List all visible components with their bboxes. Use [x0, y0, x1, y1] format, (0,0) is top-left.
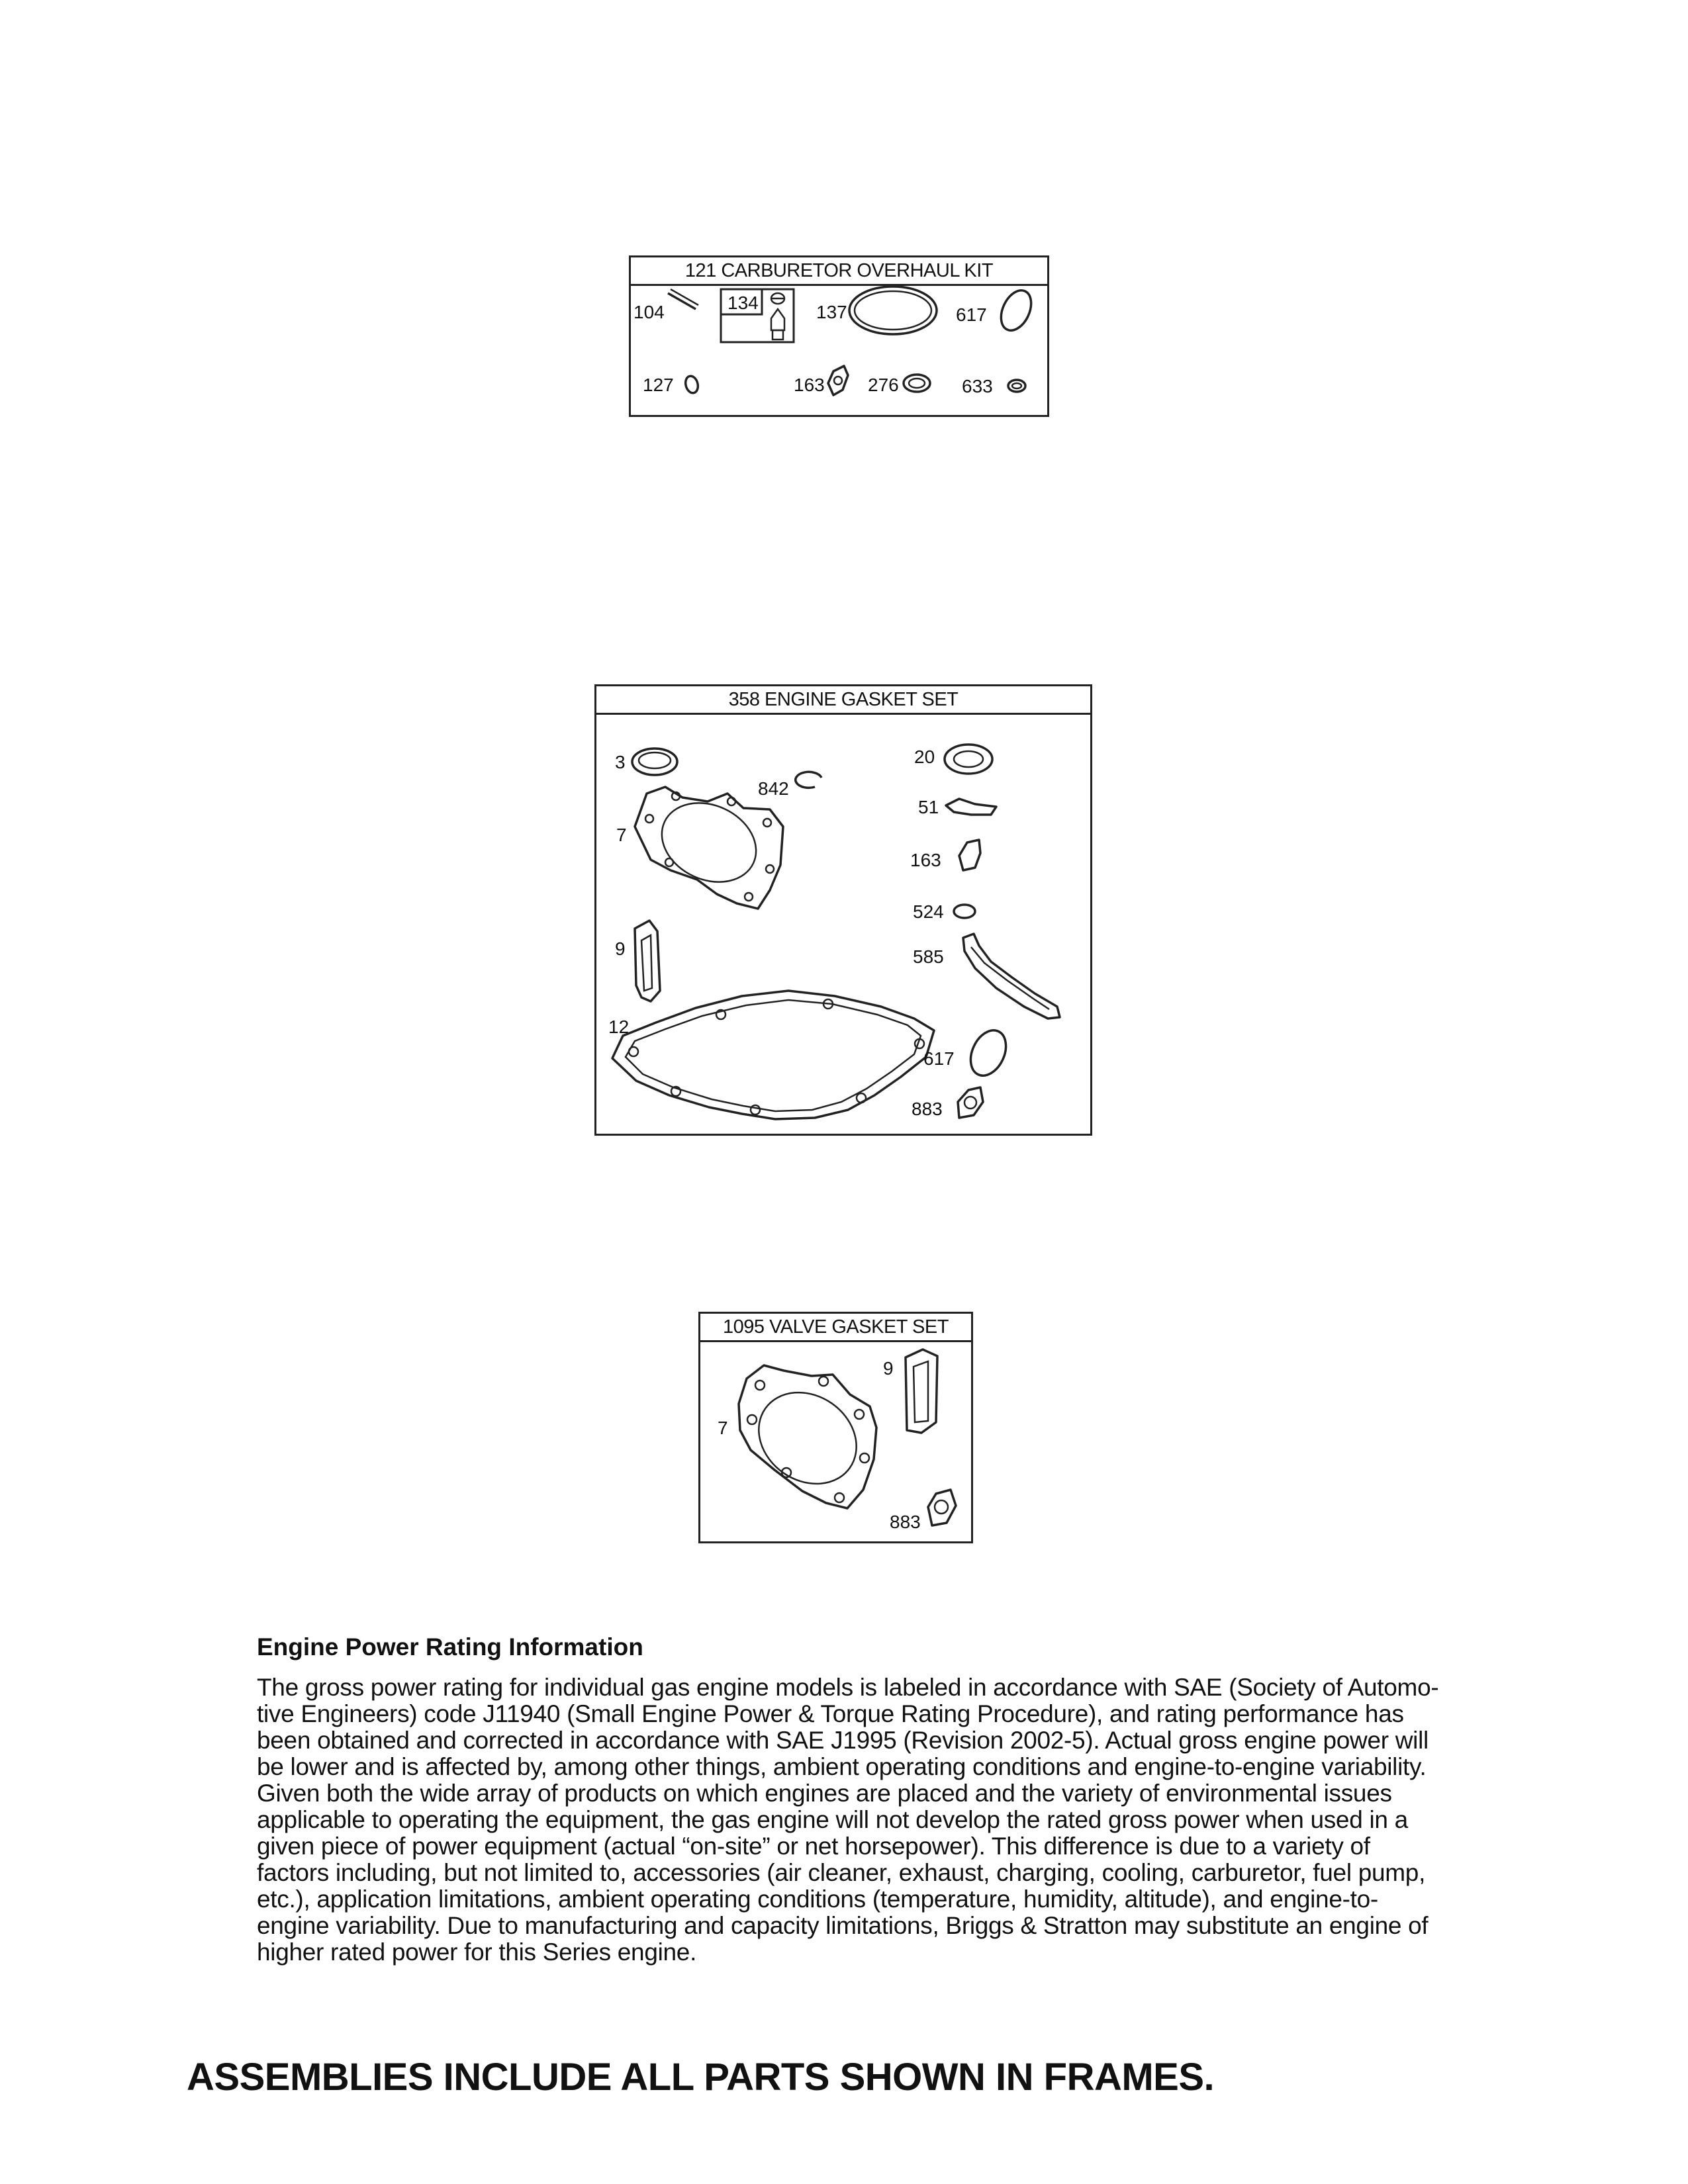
part-label: 9: [883, 1358, 894, 1379]
part-label: 20: [914, 747, 935, 767]
oil-seal-part: [632, 749, 677, 775]
part-label: 633: [962, 376, 993, 396]
carb-gasket-part: [828, 366, 848, 395]
part-label: 134: [727, 293, 759, 313]
part-label: 585: [913, 946, 944, 967]
part-label: 137: [816, 302, 847, 322]
engine-gasket-diagram: [596, 713, 1090, 1134]
part-label: 842: [758, 778, 789, 799]
seal-part: [945, 745, 992, 774]
gasket-part: [946, 799, 996, 815]
part-label: 9: [615, 938, 626, 959]
breather-gasket-part: [963, 934, 1060, 1019]
part-label: 104: [633, 302, 665, 322]
cylinder-head-gasket-part: [635, 787, 783, 909]
power-rating-section: [257, 1633, 1442, 1966]
part-label: 883: [912, 1099, 943, 1119]
float-bowl-gasket-part: [849, 287, 937, 334]
part-label: 163: [794, 375, 825, 395]
exhaust-gasket-part: [928, 1490, 956, 1525]
part-label: 276: [868, 375, 899, 395]
part-label: 3: [615, 752, 626, 772]
o-ring-part: [964, 1024, 1013, 1081]
valve-cover-gasket-part: [906, 1349, 937, 1433]
exhaust-gasket-part: [958, 1087, 983, 1118]
part-label: 163: [910, 850, 941, 870]
kit-title: 1095 VALVE GASKET SET: [700, 1314, 971, 1342]
section-body: The gross power rating for individual gas engine models is labeled in accordance with SAE (Society of Automo-tive Engineers) code J11940 (Small Engine Power & Torque Rating Procedure), and rating performance has been obtained and corrected in accordance with SAE J1995 (Revision 2002-5). Actual gross engine power will be lower and is affected by, among other things, ambient operating conditions and engine-to-engine variability. Given both the wide array of products on which engines are placed and the variety of environmental issues applicable to operating the equipment, the gas engine will not develop the rated gross power when used in a given piece of power equipment (actual “on-site” or net horsepower). This difference is due to a variety of factors including, but not limited to, accessories (air cleaner, exhaust, charging, cooling, carburetor, fuel pump, etc.), application limitations, ambient operating conditions (temperature, humidity, altitude), and engine-to-engine variability. Due to manufacturing and capacity limitations, Briggs & Stratton may substitute an engine of higher rated power for this Series engine.: [257, 1674, 1439, 1966]
engine-gasket-set-frame: [594, 684, 1092, 1136]
valve-gasket-set-frame: [698, 1312, 973, 1543]
carburetor-kit-diagram: [631, 284, 1047, 415]
carb-gasket-part: [959, 840, 980, 870]
grommet-part: [1008, 380, 1025, 392]
crankcase-gasket-part: [612, 991, 934, 1119]
footer-notice: ASSEMBLIES INCLUDE ALL PARTS SHOWN IN FRAMES.: [187, 2056, 1215, 2099]
cylinder-head-gasket-part: [739, 1365, 876, 1508]
part-label: 7: [616, 825, 627, 845]
needle-seat-part: [771, 293, 784, 340]
part-label: 524: [913, 901, 944, 922]
kit-title: 358 ENGINE GASKET SET: [596, 686, 1090, 715]
seal-part: [904, 375, 930, 392]
washer-part: [684, 375, 700, 394]
part-label: 51: [918, 797, 939, 817]
pin-part: [668, 289, 698, 309]
o-ring-part: [954, 905, 975, 918]
part-label: 12: [608, 1017, 630, 1037]
section-heading: Engine Power Rating Information: [257, 1633, 643, 1661]
o-ring-part: [995, 286, 1037, 336]
part-label: 617: [956, 304, 987, 325]
part-label: 7: [718, 1418, 728, 1438]
valve-gasket-diagram: [700, 1340, 971, 1541]
carburetor-overhaul-kit-frame: [629, 255, 1049, 417]
retainer-ring-part: [796, 772, 821, 788]
part-label: 617: [923, 1048, 955, 1069]
part-label: 127: [643, 375, 674, 395]
valve-cover-gasket-part: [635, 921, 660, 1001]
kit-title: 121 CARBURETOR OVERHAUL KIT: [631, 257, 1047, 286]
part-label: 883: [890, 1512, 921, 1532]
